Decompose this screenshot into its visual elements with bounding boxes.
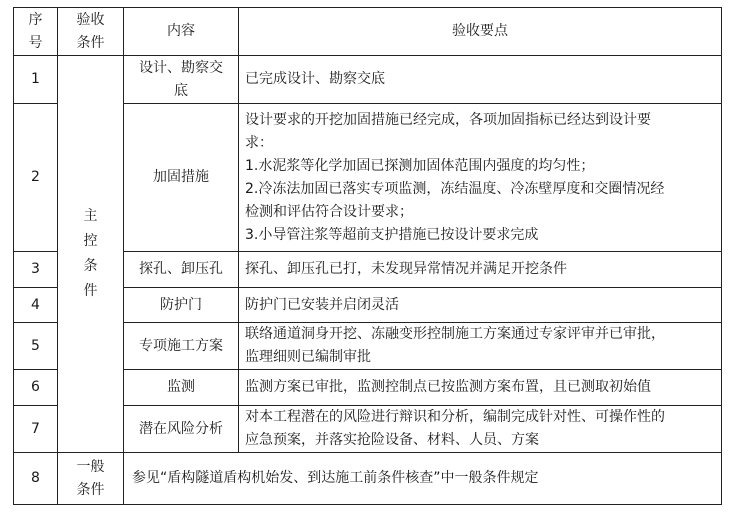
row-number: 4 bbox=[14, 288, 58, 323]
row-point-line: 对本工程潜在的风险进行辩识和分析，编制完成针对性、可操作性的 bbox=[245, 409, 665, 425]
acceptance-table bbox=[13, 7, 722, 505]
row-content: 防护门 bbox=[124, 288, 239, 323]
row-number: 2 bbox=[14, 104, 58, 252]
general-condition-points: 参见“盾构隧道盾构机始发、到达施工前条件核查”中一般条件规定 bbox=[124, 453, 722, 505]
header-condition bbox=[58, 8, 124, 56]
header-seq bbox=[14, 8, 58, 56]
row-number: 1 bbox=[14, 56, 58, 104]
table-header-row bbox=[14, 8, 722, 56]
table-row bbox=[14, 56, 722, 104]
main-condition-char: 件 bbox=[83, 283, 98, 299]
row-number: 7 bbox=[14, 406, 58, 453]
row-content: 潜在风险分析 bbox=[124, 406, 239, 453]
row-point-line: 求： bbox=[245, 134, 273, 151]
header-seq-line-2: 号 bbox=[28, 34, 43, 51]
row-content: 探孔、卸压孔 bbox=[124, 252, 239, 288]
row-point-line: 检测和评估符合设计要求； bbox=[245, 203, 413, 220]
header-condition-line-2: 条件 bbox=[76, 34, 105, 51]
row-point-line: 3.小导管注浆等超前支护措施已按设计要求完成 bbox=[245, 226, 539, 243]
row-points bbox=[239, 323, 722, 370]
row-point-line: 设计要求的开挖加固措施已经完成，各项加固指标已经达到设计要 bbox=[245, 111, 651, 128]
header-content: 内容 bbox=[124, 8, 239, 56]
row-point-line: 监理细则已编制审批 bbox=[245, 349, 371, 365]
row-number: 5 bbox=[14, 323, 58, 370]
row-point-line: 2.冷冻法加固已落实专项监测，冻结温度、冷冻壁厚度和交圈情况经 bbox=[245, 180, 665, 197]
row-point-line: 已完成设计、勘察交底 bbox=[245, 71, 385, 87]
main-condition-char: 主 bbox=[83, 208, 98, 224]
row-points: 防护门已安装并启闭灵活 bbox=[239, 288, 722, 323]
main-condition-char: 条 bbox=[83, 258, 98, 274]
row-number: 6 bbox=[14, 370, 58, 406]
header-seq-line-1: 序 bbox=[28, 11, 43, 28]
row-points: 监测方案已审批，监测控制点已按监测方案布置，且已测取初始值 bbox=[239, 370, 722, 406]
row-point-line: 应急预案，并落实抢险设备、材料、人员、方案 bbox=[245, 432, 539, 448]
header-condition-line-1: 验收 bbox=[76, 11, 105, 28]
general-condition-line-2: 条件 bbox=[76, 481, 105, 498]
row-points bbox=[239, 56, 722, 104]
main-condition-cell bbox=[58, 56, 124, 453]
row-number: 8 bbox=[14, 453, 58, 505]
row-points: 探孔、卸压孔已打，未发现异常情况并满足开挖条件 bbox=[239, 252, 722, 288]
row-content: 监测 bbox=[124, 370, 239, 406]
row-content-line: 底 bbox=[174, 82, 188, 99]
header-points: 验收要点 bbox=[239, 8, 722, 56]
row-content-line: 设计、勘察交 bbox=[139, 59, 223, 76]
general-condition-cell bbox=[58, 453, 124, 505]
row-content: 专项施工方案 bbox=[124, 323, 239, 370]
row-number: 3 bbox=[14, 252, 58, 288]
table-row bbox=[14, 453, 722, 505]
main-condition-char: 控 bbox=[83, 233, 98, 249]
row-point-line: 联络通道洞身开挖、冻融变形控制施工方案通过专家评审并已审批， bbox=[245, 326, 665, 342]
row-points bbox=[239, 406, 722, 453]
row-content bbox=[124, 56, 239, 104]
row-content: 加固措施 bbox=[124, 104, 239, 252]
row-points bbox=[239, 104, 722, 252]
general-condition-line-1: 一般 bbox=[76, 458, 105, 475]
row-point-line: 1.水泥浆等化学加固已探测加固体范围内强度的均匀性； bbox=[245, 157, 595, 174]
